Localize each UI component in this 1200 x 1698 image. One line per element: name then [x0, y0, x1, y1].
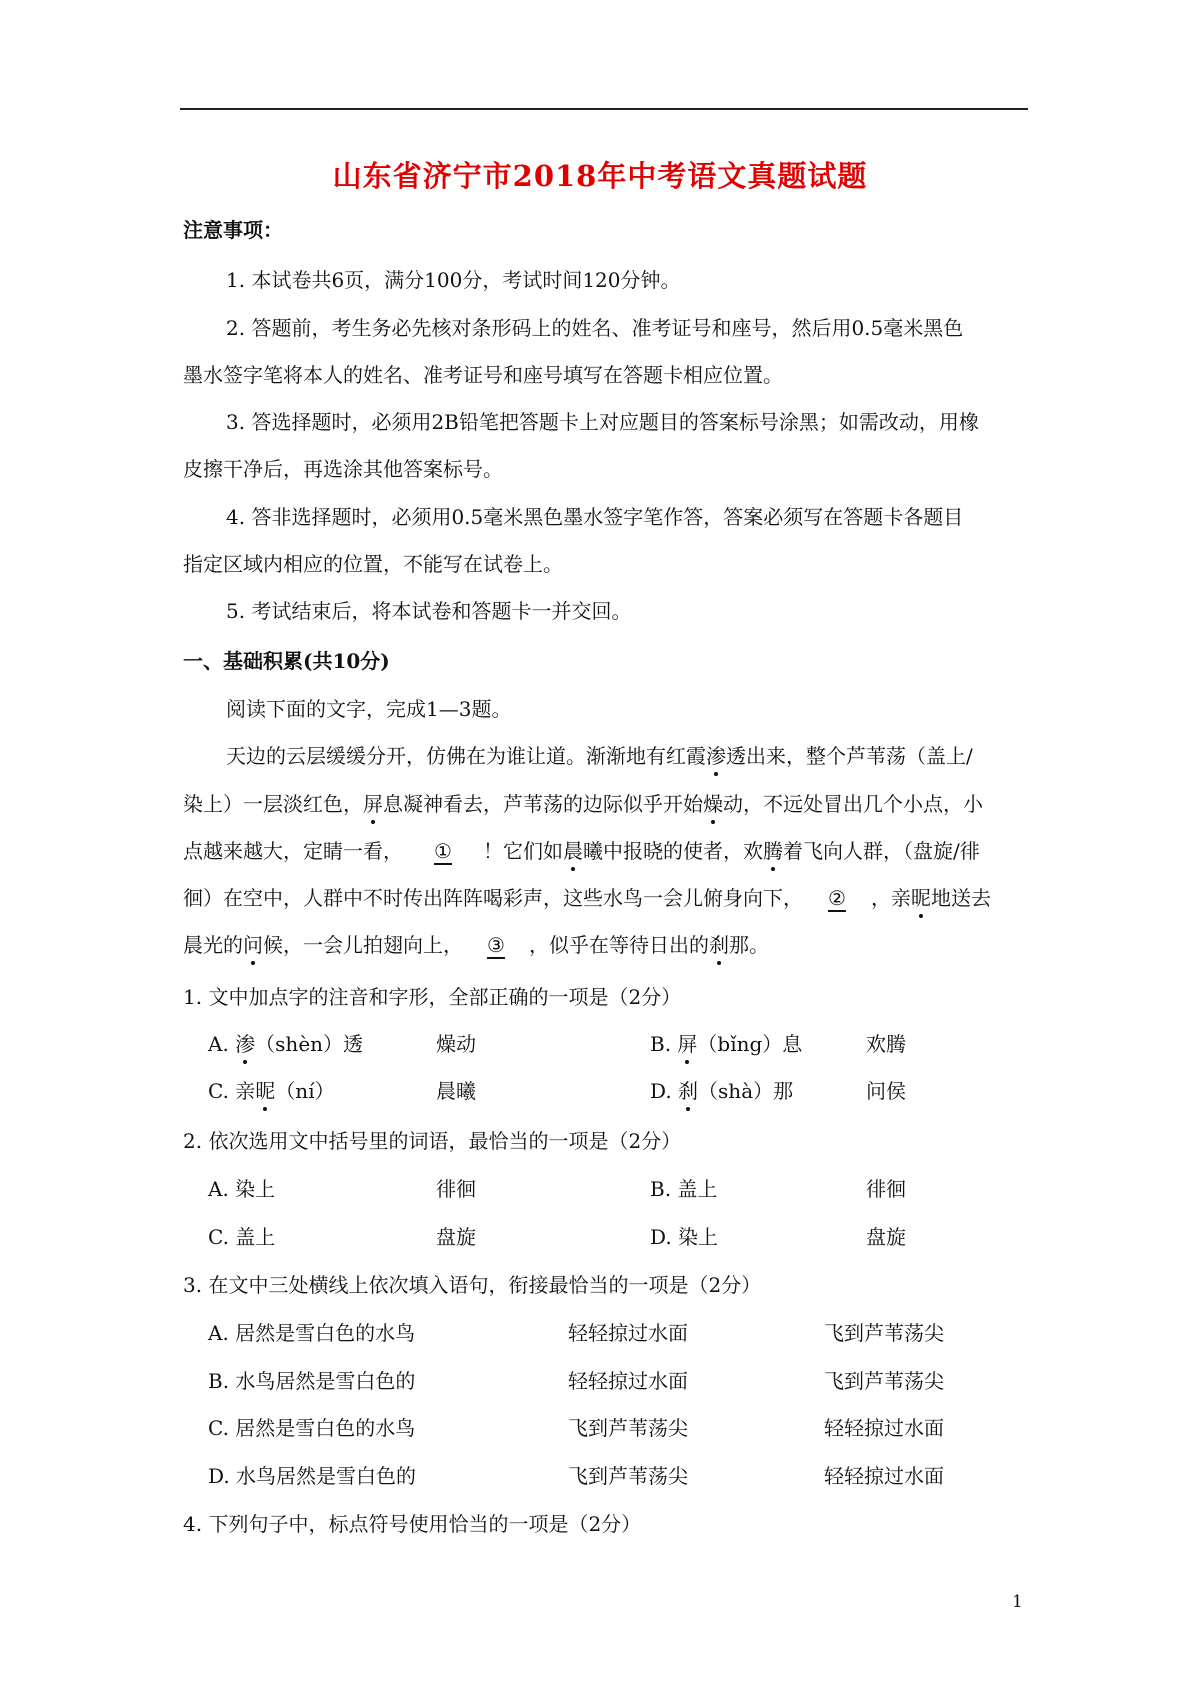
option-b-word: 欢腾 — [866, 1032, 906, 1056]
option-a: A. 居然是雪白色的水鸟 — [208, 1321, 416, 1345]
option-a-word: 徘徊 — [436, 1177, 476, 1201]
page-title: 山东省济宁市2018年中考语文真题试题 — [332, 159, 868, 193]
option-b: B. 水鸟居然是雪白色的 — [208, 1369, 416, 1393]
option-d-part-3: 轻轻掠过水面 — [824, 1464, 944, 1488]
dotted-char: 屏 — [677, 1027, 697, 1061]
question-4-stem: 4. 下列句子中，标点符号使用恰当的一项是（2分） — [183, 1512, 642, 1536]
option-c-part-3: 轻轻掠过水面 — [824, 1416, 944, 1440]
dotted-char: 晨 — [563, 834, 583, 868]
passage-line-5: 晨光的问候，一会儿拍翅向上， ③ ，似乎在等待日出的刹那。 — [183, 928, 769, 962]
notice-item-3: 3. 答选择题时，必须用2B铅笔把答题卡上对应题目的答案标号涂黑；如需改动，用橡 — [226, 410, 979, 434]
reading-instruction: 阅读下面的文字，完成1—3题。 — [226, 697, 512, 721]
question-1-stem: 1. 文中加点字的注音和字形，全部正确的一项是（2分） — [183, 985, 682, 1009]
passage-line-4: 徊）在空中，人群中不时传出阵阵喝彩声，这些水鸟一会儿俯身向下， ② ，亲昵地送去 — [183, 881, 991, 915]
option-d-word: 盘旋 — [866, 1225, 906, 1249]
dotted-char: 屏 — [363, 787, 383, 821]
dotted-char: 渗 — [706, 739, 726, 773]
fill-blank-1: ① — [434, 839, 452, 863]
option-d: D. 水鸟居然是雪白色的 — [208, 1464, 417, 1488]
dotted-char: 燥 — [703, 787, 723, 821]
passage-line-3: 点越来越大，定睛一看， ① ！它们如晨曦中报晓的使者，欢腾着飞向人群，（盘旋/徘 — [183, 834, 980, 868]
option-b: B. 盖上 — [650, 1177, 718, 1201]
option-d-word: 问侯 — [866, 1079, 906, 1103]
notice-item-4: 4. 答非选择题时，必须用0.5毫米黑色墨水签字笔作答，答案必须写在答题卡各题目 — [226, 505, 964, 529]
option-a-word: 燥动 — [436, 1032, 476, 1056]
option-d: D. 染上 — [650, 1225, 719, 1249]
dotted-char: 刹 — [709, 928, 729, 962]
option-b-part-3: 飞到芦苇荡尖 — [824, 1369, 944, 1393]
question-3-stem: 3. 在文中三处横线上依次填入语句，衔接最恰当的一项是（2分） — [183, 1273, 762, 1297]
option-c-word: 晨曦 — [436, 1079, 476, 1103]
notice-item-1: 1. 本试卷共6页，满分100分，考试时间120分钟。 — [226, 268, 681, 292]
option-d: D. 刹（shà）那 — [650, 1074, 793, 1108]
option-b-part-2: 轻轻掠过水面 — [568, 1369, 688, 1393]
notice-heading: 注意事项： — [183, 218, 283, 242]
top-rule — [180, 108, 1028, 110]
option-b: B. 屏（bǐng）息 — [650, 1027, 802, 1061]
notice-item-3-cont: 皮擦干净后，再选涂其他答案标号。 — [183, 457, 503, 481]
notice-item-2-cont: 墨水签字笔将本人的姓名、准考证号和座号填写在答题卡相应位置。 — [183, 363, 783, 387]
option-a-part-3: 飞到芦苇荡尖 — [824, 1321, 944, 1345]
fill-blank-2: ② — [828, 886, 846, 910]
page-number: 1 — [1012, 1592, 1023, 1612]
dotted-char: 昵 — [911, 881, 931, 915]
fill-blank-3: ③ — [487, 933, 505, 957]
option-c: C. 盖上 — [208, 1225, 276, 1249]
option-a-part-2: 轻轻掠过水面 — [568, 1321, 688, 1345]
option-a: A. 渗（shèn）透 — [208, 1027, 363, 1061]
option-d-part-2: 飞到芦苇荡尖 — [568, 1464, 688, 1488]
notice-item-5: 5. 考试结束后，将本试卷和答题卡一并交回。 — [226, 599, 632, 623]
passage-line-2: 染上）一层淡红色，屏息凝神看去，芦苇荡的边际似乎开始燥动，不远处冒出几个小点，小 — [183, 787, 983, 821]
question-2-stem: 2. 依次选用文中括号里的词语，最恰当的一项是（2分） — [183, 1129, 682, 1153]
dotted-char: 问 — [243, 928, 263, 962]
option-b-word: 徘徊 — [866, 1177, 906, 1201]
option-a: A. 染上 — [208, 1177, 276, 1201]
option-c: C. 亲昵（ní） — [208, 1074, 335, 1108]
dotted-char: 渗 — [235, 1027, 255, 1061]
option-c: C. 居然是雪白色的水鸟 — [208, 1416, 416, 1440]
notice-item-2: 2. 答题前，考生务必先核对条形码上的姓名、准考证号和座号，然后用0.5毫米黑色 — [226, 316, 964, 340]
dotted-char: 刹 — [678, 1074, 698, 1108]
option-c-part-2: 飞到芦苇荡尖 — [568, 1416, 688, 1440]
option-c-word: 盘旋 — [436, 1225, 476, 1249]
section-heading: 一、基础积累(共10分) — [183, 649, 390, 673]
dotted-char: 腾 — [763, 834, 783, 868]
passage-line-1: 天边的云层缓缓分开，仿佛在为谁让道。渐渐地有红霞渗透出来，整个芦苇荡（盖上/ — [226, 739, 973, 773]
dotted-char: 昵 — [255, 1074, 275, 1108]
notice-item-4-cont: 指定区域内相应的位置，不能写在试卷上。 — [183, 552, 563, 576]
